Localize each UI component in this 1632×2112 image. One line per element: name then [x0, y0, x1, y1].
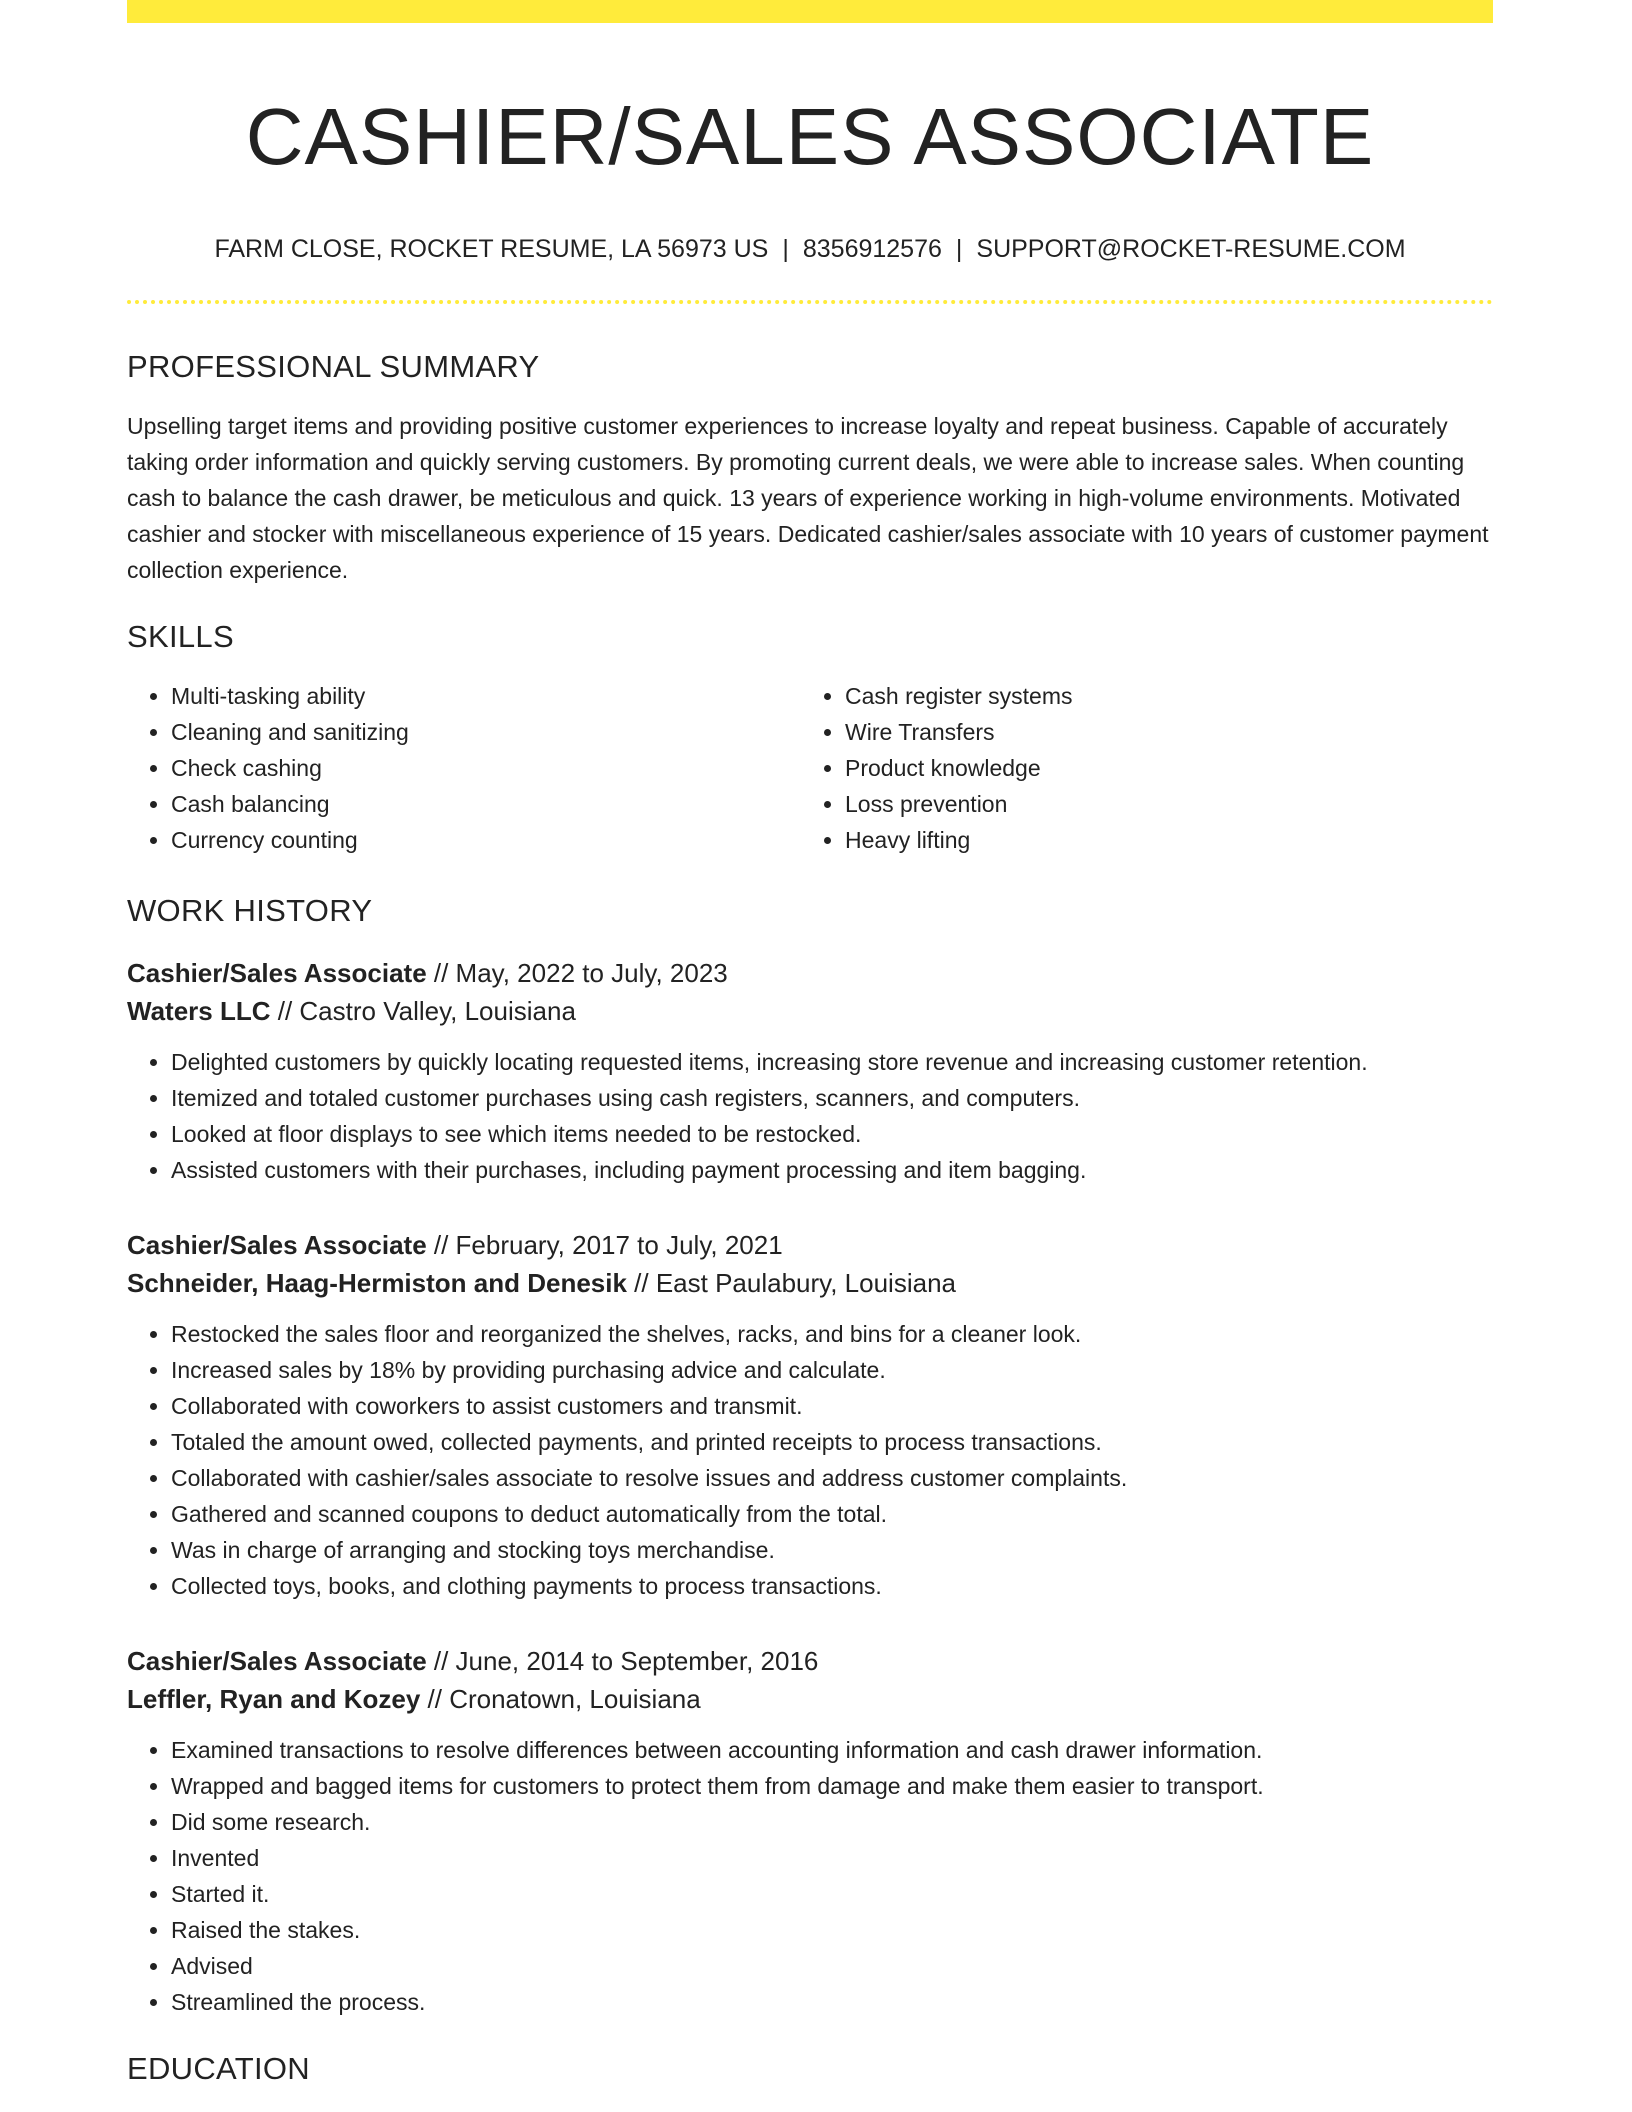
job-company: Leffler, Ryan and Kozey	[127, 1684, 421, 1714]
job-bullet: • Collaborated with coworkers to assist customers and transmit.	[171, 1388, 1493, 1424]
contact-separator: |	[782, 235, 789, 263]
job-bullet: • Delighted customers by quickly locating requested items, increasing store revenue and increasing customer retention.	[171, 1044, 1493, 1080]
skill-item: • Multi-tasking ability	[171, 678, 801, 714]
work-history-heading: WORK HISTORY	[127, 893, 373, 928]
job-bullet: • Totaled the amount owed, collected payments, and printed receipts to process transactions.	[171, 1424, 1493, 1460]
skill-item: • Cash balancing	[171, 786, 801, 822]
job-bullet: • Restocked the sales floor and reorganized the shelves, racks, and bins for a cleaner look.	[171, 1316, 1493, 1352]
contact-email: SUPPORT@ROCKET-RESUME.COM	[976, 235, 1406, 263]
job-bullet: • Started it.	[171, 1876, 1493, 1912]
skill-item: • Heavy lifting	[845, 822, 1475, 858]
contact-separator: |	[955, 235, 963, 263]
skill-item: • Currency counting	[171, 822, 801, 858]
job-title-line	[127, 1642, 1493, 1680]
job-bullet: • Did some research.	[171, 1804, 1493, 1840]
job-bullet: • Collaborated with cashier/sales associate to resolve issues and address customer complaints.	[171, 1460, 1493, 1496]
skills-column-left	[127, 678, 801, 858]
skills-list	[127, 678, 1493, 858]
job-title: Cashier/Sales Associate	[127, 958, 427, 988]
job-bullet: • Raised the stakes.	[171, 1912, 1493, 1948]
summary-heading: PROFESSIONAL SUMMARY	[127, 349, 540, 384]
skill-item: • Wire Transfers	[845, 714, 1475, 750]
job-bullet: • Examined transactions to resolve differences between accounting information and cash drawer information.	[171, 1732, 1493, 1768]
job-entry	[127, 1642, 1493, 2020]
job-title: Cashier/Sales Associate	[127, 1646, 427, 1676]
job-company: Schneider, Haag-Hermiston and Denesik	[127, 1268, 627, 1298]
resume-title: CASHIER/SALES ASSOCIATE	[245, 92, 1375, 181]
job-company-line	[127, 1680, 1493, 1718]
job-bullet: • Advised	[171, 1948, 1493, 1984]
dotted-divider	[127, 300, 1493, 304]
job-bullet: • Gathered and scanned coupons to deduct automatically from the total.	[171, 1496, 1493, 1532]
skill-item: • Product knowledge	[845, 750, 1475, 786]
job-location: // Cronatown, Louisiana	[420, 1684, 701, 1714]
job-dates: // June, 2014 to September, 2016	[426, 1646, 819, 1676]
skill-item: • Check cashing	[171, 750, 801, 786]
job-bullet: • Collected toys, books, and clothing payments to process transactions.	[171, 1568, 1493, 1604]
job-bullet: • Was in charge of arranging and stocking toys merchandise.	[171, 1532, 1493, 1568]
education-heading: EDUCATION	[127, 2051, 310, 2086]
job-dates: // May, 2022 to July, 2023	[426, 958, 728, 988]
job-bullets	[127, 1732, 1493, 2020]
job-title-line	[127, 1226, 1493, 1264]
contact-line	[127, 233, 1493, 265]
job-bullet: • Invented	[171, 1840, 1493, 1876]
job-location: // Castro Valley, Louisiana	[270, 996, 576, 1026]
job-bullet: • Streamlined the process.	[171, 1984, 1493, 2020]
job-entry	[127, 1226, 1493, 1604]
skills-column-right	[801, 678, 1475, 858]
summary-text: Upselling target items and providing positive customer experiences to increase loyalty and repeat business. Capable of accurately taking order information and quickly serving customers. By promoting current deals, we were able to increase sales. When counting cash to balance the cash drawer, be meticulous and quick. 13 years of experience working in high-volume environments. Motivated cashier and stocker with miscellaneous experience of 15 years. Dedicated cashier/sales associate with 10 years of customer payment collection experience.	[127, 413, 1489, 583]
resume-page	[127, 0, 1493, 2088]
skill-item: • Loss prevention	[845, 786, 1475, 822]
job-bullet: • Looked at floor displays to see which items needed to be restocked.	[171, 1116, 1493, 1152]
job-bullets	[127, 1044, 1493, 1188]
job-company: Waters LLC	[127, 996, 271, 1026]
job-entry	[127, 954, 1493, 1188]
job-company-line	[127, 1264, 1493, 1302]
contact-phone: 8356912576	[802, 235, 942, 263]
job-title: Cashier/Sales Associate	[127, 1230, 427, 1260]
job-bullet: • Itemized and totaled customer purchases using cash registers, scanners, and computers.	[171, 1080, 1493, 1116]
skill-item: • Cash register systems	[845, 678, 1475, 714]
accent-top-bar	[127, 0, 1493, 23]
contact-address: FARM CLOSE, ROCKET RESUME, LA 56973 US	[214, 235, 769, 263]
skills-heading: SKILLS	[127, 619, 234, 654]
job-dates: // February, 2017 to July, 2021	[426, 1230, 783, 1260]
job-bullet: • Wrapped and bagged items for customers to protect them from damage and make them easier to transport.	[171, 1768, 1493, 1804]
job-location: // East Paulabury, Louisiana	[626, 1268, 956, 1298]
skill-item: • Cleaning and sanitizing	[171, 714, 801, 750]
job-company-line	[127, 992, 1493, 1030]
job-title-line	[127, 954, 1493, 992]
job-bullet: • Assisted customers with their purchases, including payment processing and item bagging.	[171, 1152, 1493, 1188]
job-bullet: • Increased sales by 18% by providing purchasing advice and calculate.	[171, 1352, 1493, 1388]
job-bullets	[127, 1316, 1493, 1604]
